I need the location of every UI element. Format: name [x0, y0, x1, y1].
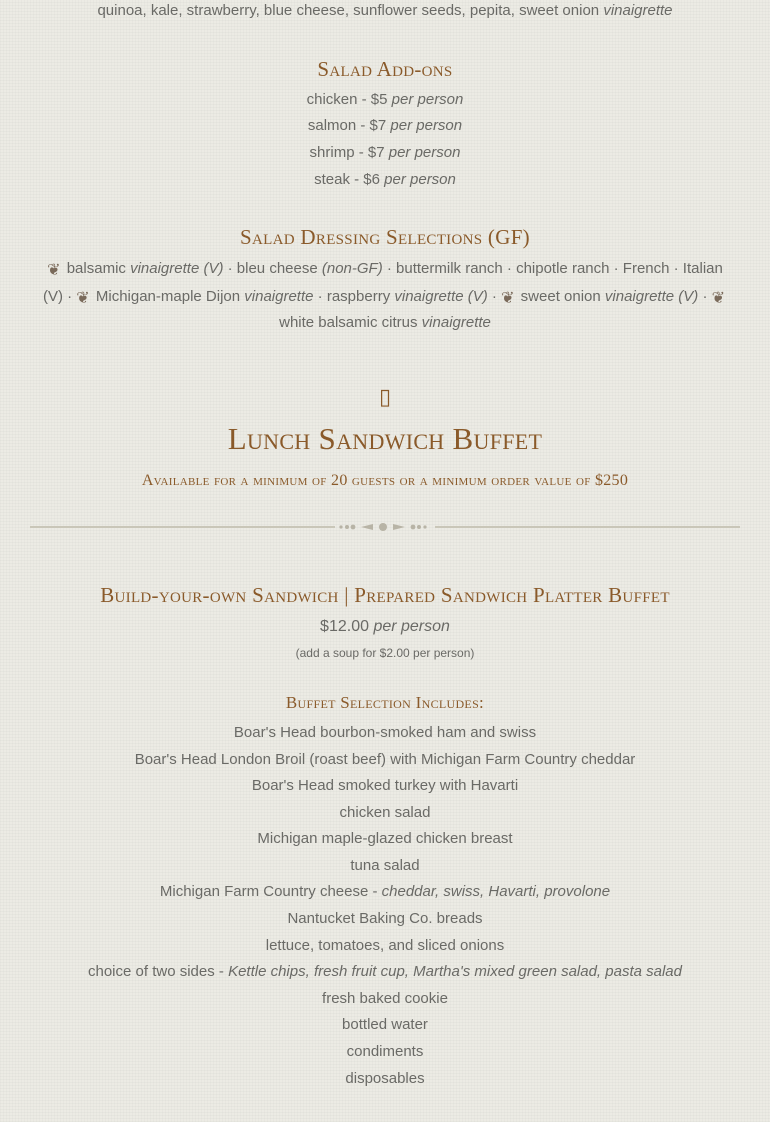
buffet-item: bottled water — [342, 1016, 428, 1033]
buffet-price: $12.00 per person — [320, 618, 450, 635]
addon-item: chicken - $5 per person — [306, 91, 464, 108]
buffet-item: fresh baked cookie — [322, 990, 448, 1007]
salad-description: quinoa, kale, strawberry, blue cheese, sunflower seeds, pepita, sweet onion vinaigrette — [97, 2, 673, 19]
buffet-item: Boar's Head smoked turkey with Havarti — [251, 777, 519, 794]
leaf-icon: ❦ — [76, 290, 90, 307]
addon-item: shrimp - $7 per person — [309, 144, 461, 161]
addon-item: steak - $6 per person — [314, 171, 456, 188]
dressing-line: (V) · ❦ Michigan-maple Dijon vinaigrette · raspberry vinaigrette (V) · ❦ sweet onion vinaigrette (V) · ❦ — [42, 288, 726, 307]
dressing-line: ❦ balsamic vinaigrette (V) · bleu cheese (non-GF) · buttermilk ranch · chipotle ranch · French · Italian — [47, 260, 723, 279]
buffet-item: tuna salad — [350, 857, 420, 874]
dressing-line: white balsamic citrus vinaigrette — [279, 314, 491, 331]
buffet-item: Boar's Head London Broil (roast beef) with Michigan Farm Country cheddar — [134, 751, 636, 768]
lunch-subtitle: Available for a minimum of 20 guests or a minimum order value of $250 — [141, 472, 629, 489]
addon-item: salmon - $7 per person — [307, 117, 463, 134]
buffet-item: condiments — [346, 1043, 424, 1060]
lunch-title: Lunch Sandwich Buffet — [227, 421, 543, 456]
salad-addons-title: Salad Add-ons — [317, 57, 453, 81]
buffet-item-cheese: Michigan Farm Country cheese - cheddar, swiss, Havarti, provolone — [159, 883, 611, 900]
buffet-item: chicken salad — [339, 804, 431, 821]
buffet-title: Build-your-own Sandwich | Prepared Sandwich Platter Buffet — [100, 583, 670, 607]
buffet-item: Nantucket Baking Co. breads — [287, 910, 483, 927]
buffet-item: disposables — [345, 1070, 425, 1087]
buffet-includes-title: Buffet Selection Includes: — [285, 693, 485, 712]
leaf-icon: ❦ — [501, 290, 515, 307]
leaf-icon: ❦ — [711, 290, 726, 307]
buffet-item: Michigan maple-glazed chicken breast — [257, 830, 513, 847]
leaf-icon: ❦ — [47, 262, 61, 279]
missing-glyph-icon: ▯ — [378, 385, 392, 410]
ornamental-divider — [30, 519, 740, 535]
dressing-title: Salad Dressing Selections (GF) — [240, 225, 530, 249]
buffet-item: Boar's Head bourbon-smoked ham and swiss — [233, 724, 537, 741]
buffet-item: lettuce, tomatoes, and sliced onions — [265, 937, 505, 954]
buffet-item-sides: choice of two sides - Kettle chips, fresh fruit cup, Martha's mixed green salad, pasta salad — [87, 963, 682, 980]
soup-note: (add a soup for $2.00 per person) — [295, 646, 475, 660]
